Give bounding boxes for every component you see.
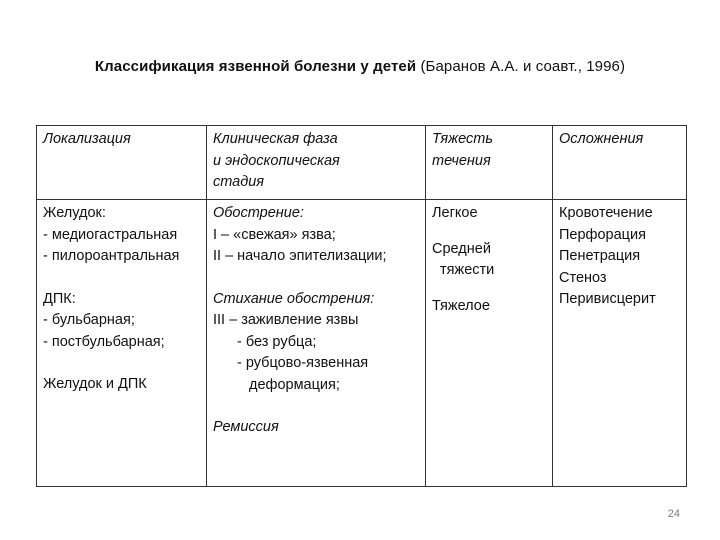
complication-perivisceritis: Перивисцерит <box>559 291 656 307</box>
complication-bleeding: Кровотечение <box>559 205 653 221</box>
header-complications-text: Осложнения <box>559 131 644 147</box>
header-complications <box>553 126 687 200</box>
phase-remission: Ремиссия <box>213 419 279 435</box>
complication-perforation: Перфорация <box>559 226 646 243</box>
phase-exacerbation: Обострение: <box>213 205 304 221</box>
header-severity-line-1: Тяжесть <box>432 131 493 147</box>
severity-severe: Тяжелое <box>432 297 490 314</box>
header-severity-line-2: течения <box>432 152 491 169</box>
header-phase-line-1: Клиническая фаза <box>213 131 338 147</box>
cell-phase <box>207 200 426 487</box>
phase-stage-3-deformation-b: деформация; <box>249 376 340 393</box>
phase-subsiding: Стихание обострения: <box>213 290 375 307</box>
severity-moderate-a: Средней <box>432 240 491 257</box>
severity-moderate-b: тяжести <box>440 262 495 278</box>
header-phase-line-2: и эндоскопическая <box>213 152 340 169</box>
complication-penetration: Пенетрация <box>559 248 641 264</box>
header-phase <box>207 126 426 200</box>
complication-stenosis: Стеноз <box>559 269 607 286</box>
page-number: 24 <box>667 508 680 520</box>
loc-duodenum-sub-2: - постбульбарная; <box>43 333 165 350</box>
loc-stomach-sub-2: - пилороантральная <box>43 248 180 264</box>
phase-stage-2: II – начало эпителизации; <box>213 248 387 264</box>
cell-severity <box>426 200 553 487</box>
table-body-row <box>37 200 687 487</box>
cell-localization <box>37 200 207 487</box>
header-phase-line-3: стадия <box>213 174 265 190</box>
header-localization <box>37 126 207 200</box>
title-main: Классификация язвенной болезни у детей <box>94 58 417 75</box>
classification-table <box>36 125 687 487</box>
loc-duodenum-sub-1: - бульбарная; <box>43 312 135 328</box>
table-header-row <box>37 126 687 200</box>
header-severity <box>426 126 553 200</box>
loc-stomach-and-duodenum: Желудок и ДПК <box>43 376 147 392</box>
title-source: (Баранов А.А. и соавт., 1996) <box>416 58 626 75</box>
phase-stage-3-deformation-a: - рубцово-язвенная <box>237 355 369 371</box>
slide-title <box>0 58 720 75</box>
loc-stomach: Желудок: <box>43 205 106 221</box>
phase-stage-3: III – заживление язвы <box>213 312 359 328</box>
loc-duodenum: ДПК: <box>43 290 76 307</box>
phase-stage-3-no-scar: - без рубца; <box>237 333 317 350</box>
header-localization-text: Локализация <box>43 131 131 147</box>
phase-stage-1: I – «свежая» язва; <box>213 226 336 243</box>
severity-mild: Легкое <box>432 205 478 221</box>
loc-stomach-sub-1: - медиогастральная <box>43 226 178 243</box>
cell-complications <box>553 200 687 487</box>
